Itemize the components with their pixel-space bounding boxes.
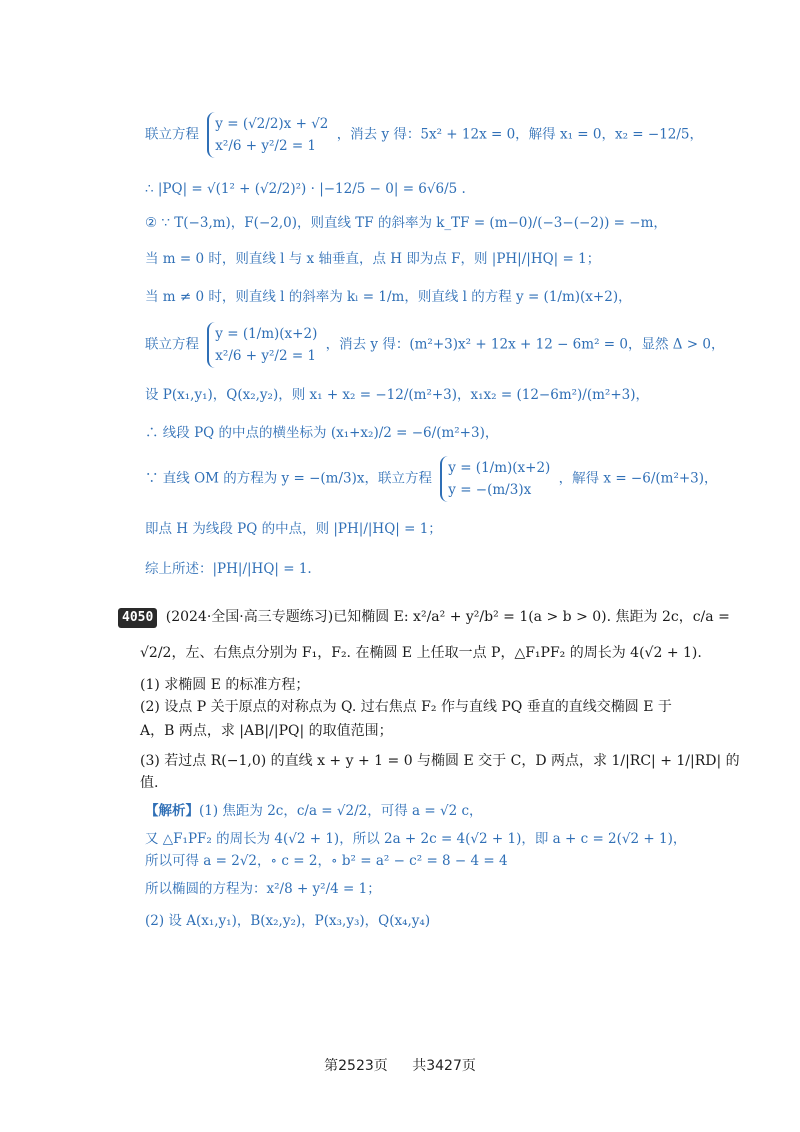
equation-system-1: y = (√2/2)x + √2 x²/6 + y²/2 = 1 (207, 112, 328, 158)
analysis-line-3: 所以可得 a = 2√2，∘ c = 2，∘ b² = a² − c² = 8 − 4 = 4 (145, 853, 508, 869)
problem-line-1: 4050 (2024·全国·高三专题练习)已知椭圆 E: x²/a² + y²/b² = 1(a > b > 0). 焦距为 2c，c/a = (118, 608, 730, 628)
page-footer (0, 1055, 800, 1075)
solution-line-6: 联立方程 y = (1/m)(x+2) x²/6 + y²/2 = 1 ，消去 y 得：(m²+3)x² + 12x + 12 − 6m² = 0，显然 Δ > 0， (145, 322, 724, 368)
solution-line-11: 综上所述：|PH|/|HQ| = 1. (145, 561, 312, 577)
analysis-tag: 【解析】 (145, 803, 199, 819)
analysis-line-1: 【解析】(1) 焦距为 2c，c/a = √2/2，可得 a = √2 c， (145, 803, 483, 819)
problem-line-5: A，B 两点，求 |AB|/|PQ| 的取值范围； (140, 723, 393, 739)
analysis-line-4: 所以椭圆的方程为：x²/8 + y²/4 = 1； (145, 881, 381, 897)
solution-line-8: ∴ 线段 PQ 的中点的横坐标为 (x₁+x₂)/2 = −6/(m²+3)， (145, 425, 499, 441)
solution-line-2: ∴ |PQ| = √(1² + (√2/2)²) · |−12/5 − 0| = 6√6/5 . (145, 181, 466, 197)
solution-line-4: 当 m = 0 时，则直线 l 与 x 轴垂直，点 H 即为点 F，则 |PH|/|HQ| = 1； (145, 251, 601, 267)
solution-line-1: 联立方程 y = (√2/2)x + √2 x²/6 + y²/2 = 1 ，消去 y 得：5x² + 12x = 0，解得 x₁ = 0，x₂ = −12/5， (145, 112, 703, 158)
solution-line-10: 即点 H 为线段 PQ 的中点，则 |PH|/|HQ| = 1； (145, 521, 442, 537)
equation-system-2: y = (1/m)(x+2) x²/6 + y²/2 = 1 (207, 322, 317, 368)
page-number: 第2523页 (324, 1058, 388, 1074)
problem-line-2: √2/2，左、右焦点分别为 F₁，F₂. 在椭圆 E 上任取一点 P，△F₁PF₂ 的周长为 4(√2 + 1). (140, 645, 702, 661)
page-total: 共3427页 (412, 1058, 476, 1074)
problem-line-6: (3) 若过点 R(−1,0) 的直线 x + y + 1 = 0 与椭圆 E 交于 C，D 两点，求 1/|RC| + 1/|RD| 的 (140, 753, 740, 769)
problem-line-4: (2) 设点 P 关于原点的对称点为 Q. 过右焦点 F₂ 作与直线 PQ 垂直的直线交椭圆 E 于 (140, 699, 672, 715)
solution-line-5: 当 m ≠ 0 时，则直线 l 的斜率为 kₗ = 1/m，则直线 l 的方程 y = (1/m)(x+2)， (145, 289, 632, 305)
solution-line-3: ② ∵ T(−3,m)，F(−2,0)，则直线 TF 的斜率为 k_TF = (m−0)/(−3−(−2)) = −m， (145, 215, 667, 231)
problem-line-3: (1) 求椭圆 E 的标准方程； (140, 677, 310, 693)
problem-line-7: 值. (140, 775, 159, 791)
solution-line-7: 设 P(x₁,y₁)，Q(x₂,y₂)，则 x₁ + x₂ = −12/(m²+3)，x₁x₂ = (12−6m²)/(m²+3)， (145, 387, 650, 403)
analysis-line-2: 又 △F₁PF₂ 的周长为 4(√2 + 1)，所以 2a + 2c = 4(√2 + 1)，即 a + c = 2(√2 + 1)， (145, 831, 687, 847)
problem-number-badge: 4050 (118, 608, 157, 628)
equation-system-3: y = (1/m)(x+2) y = −(m/3)x (440, 456, 550, 502)
analysis-line-5: (2) 设 A(x₁,y₁)，B(x₂,y₂)，P(x₃,y₃)，Q(x₄,y₄) (145, 913, 431, 929)
solution-line-9: ∵ 直线 OM 的方程为 y = −(m/3)x，联立方程 y = (1/m)(x+2) y = −(m/3)x ，解得 x = −6/(m²+3)， (145, 456, 718, 502)
